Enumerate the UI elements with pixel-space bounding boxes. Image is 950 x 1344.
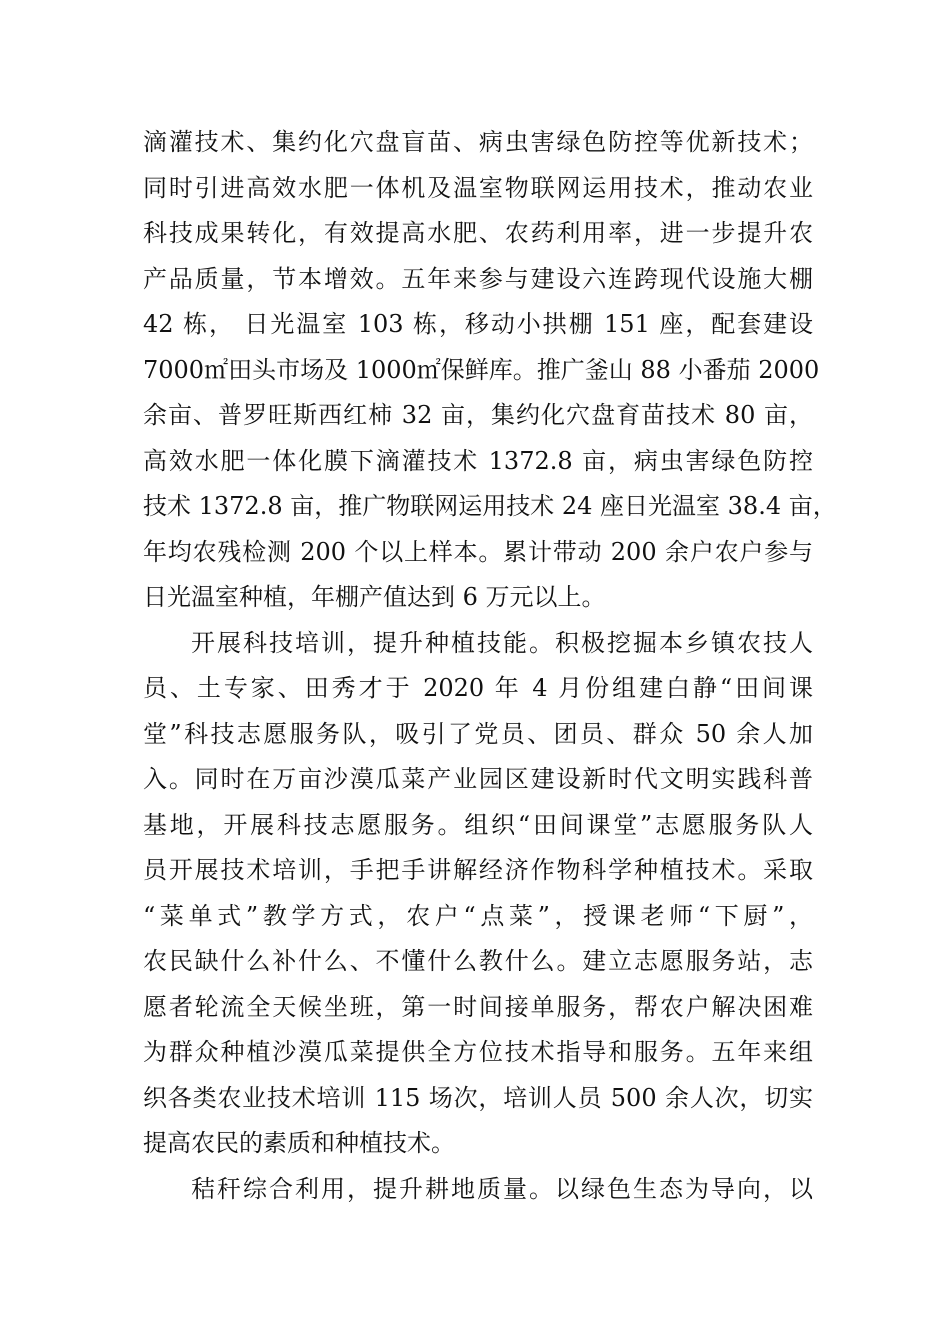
text-line: 滴灌技术、集约化穴盘盲苗、病虫害绿色防控等优新技术； bbox=[143, 128, 813, 156]
text-line: 科技成果转化，有效提高水肥、农药利用率，进一步提升农 bbox=[143, 219, 813, 247]
text-line: 高效水肥一体化膜下滴灌技术 1372.8 亩，病虫害绿色防控 bbox=[143, 446, 813, 475]
text-line: 员开展技术培训，手把手讲解经济作物科学种植技术。采取 bbox=[143, 856, 813, 884]
text-line: 基地，开展科技志愿服务。组织“田间课堂”志愿服务队人 bbox=[143, 810, 813, 839]
paragraph-first-line: 秸秆综合利用，提升耕地质量。以绿色生态为导向，以 bbox=[191, 1174, 813, 1203]
text-line: 农民缺什么补什么、不懂什么教什么。建立志愿服务站，志 bbox=[143, 947, 813, 975]
text-line: 同时引进高效水肥一体机及温室物联网运用技术，推动农业 bbox=[143, 173, 813, 202]
text-line: 为群众种植沙漠瓜菜提供全方位技术指导和服务。五年来组 bbox=[143, 1038, 813, 1066]
body-text bbox=[143, 120, 837, 1212]
paragraph-first-line: 开展科技培训，提升种植技能。积极挖掘本乡镇农技人 bbox=[191, 628, 813, 657]
text-line: 年均农残检测 200 个以上样本。累计带动 200 余户农户参与 bbox=[143, 537, 813, 566]
text-line: 织各类农业技术培训 115 场次，培训人员 500 余人次，切实 bbox=[143, 1083, 813, 1112]
text-line: 提高农民的素质和种植技术。 bbox=[143, 1129, 455, 1157]
text-line: 42 栋， 日光温室 103 栋，移动小拱棚 151 座，配套建设 bbox=[143, 310, 813, 338]
text-line: 7000㎡田头市场及 1000㎡保鲜库。推广釜山 88 小番茄 2000 bbox=[143, 355, 820, 384]
text-line: 余亩、普罗旺斯西红柿 32 亩，集约化穴盘育苗技术 80 亩， bbox=[143, 401, 813, 429]
text-line: 技术 1372.8 亩，推广物联网运用技术 24 座日光温室 38.4 亩， bbox=[143, 492, 837, 520]
text-line: 产品质量，节本增效。五年来参与建设六连跨现代设施大棚 bbox=[143, 264, 813, 293]
text-line: 员、土专家、田秀才于 2020 年 4 月份组建白静“田间课 bbox=[143, 674, 813, 702]
text-line: 堂”科技志愿服务队，吸引了党员、团员、群众 50 余人加 bbox=[143, 719, 813, 748]
text-line: 入。同时在万亩沙漠瓜菜产业园区建设新时代文明实践科普 bbox=[143, 765, 813, 793]
text-line: “菜单式”教学方式，农户“点菜”，授课老师“下厨”， bbox=[143, 901, 813, 930]
text-line: 日光温室种植，年棚产值达到 6 万元以上。 bbox=[143, 583, 606, 611]
text-line: 愿者轮流全天候坐班，第一时间接单服务，帮农户解决困难 bbox=[143, 992, 813, 1021]
